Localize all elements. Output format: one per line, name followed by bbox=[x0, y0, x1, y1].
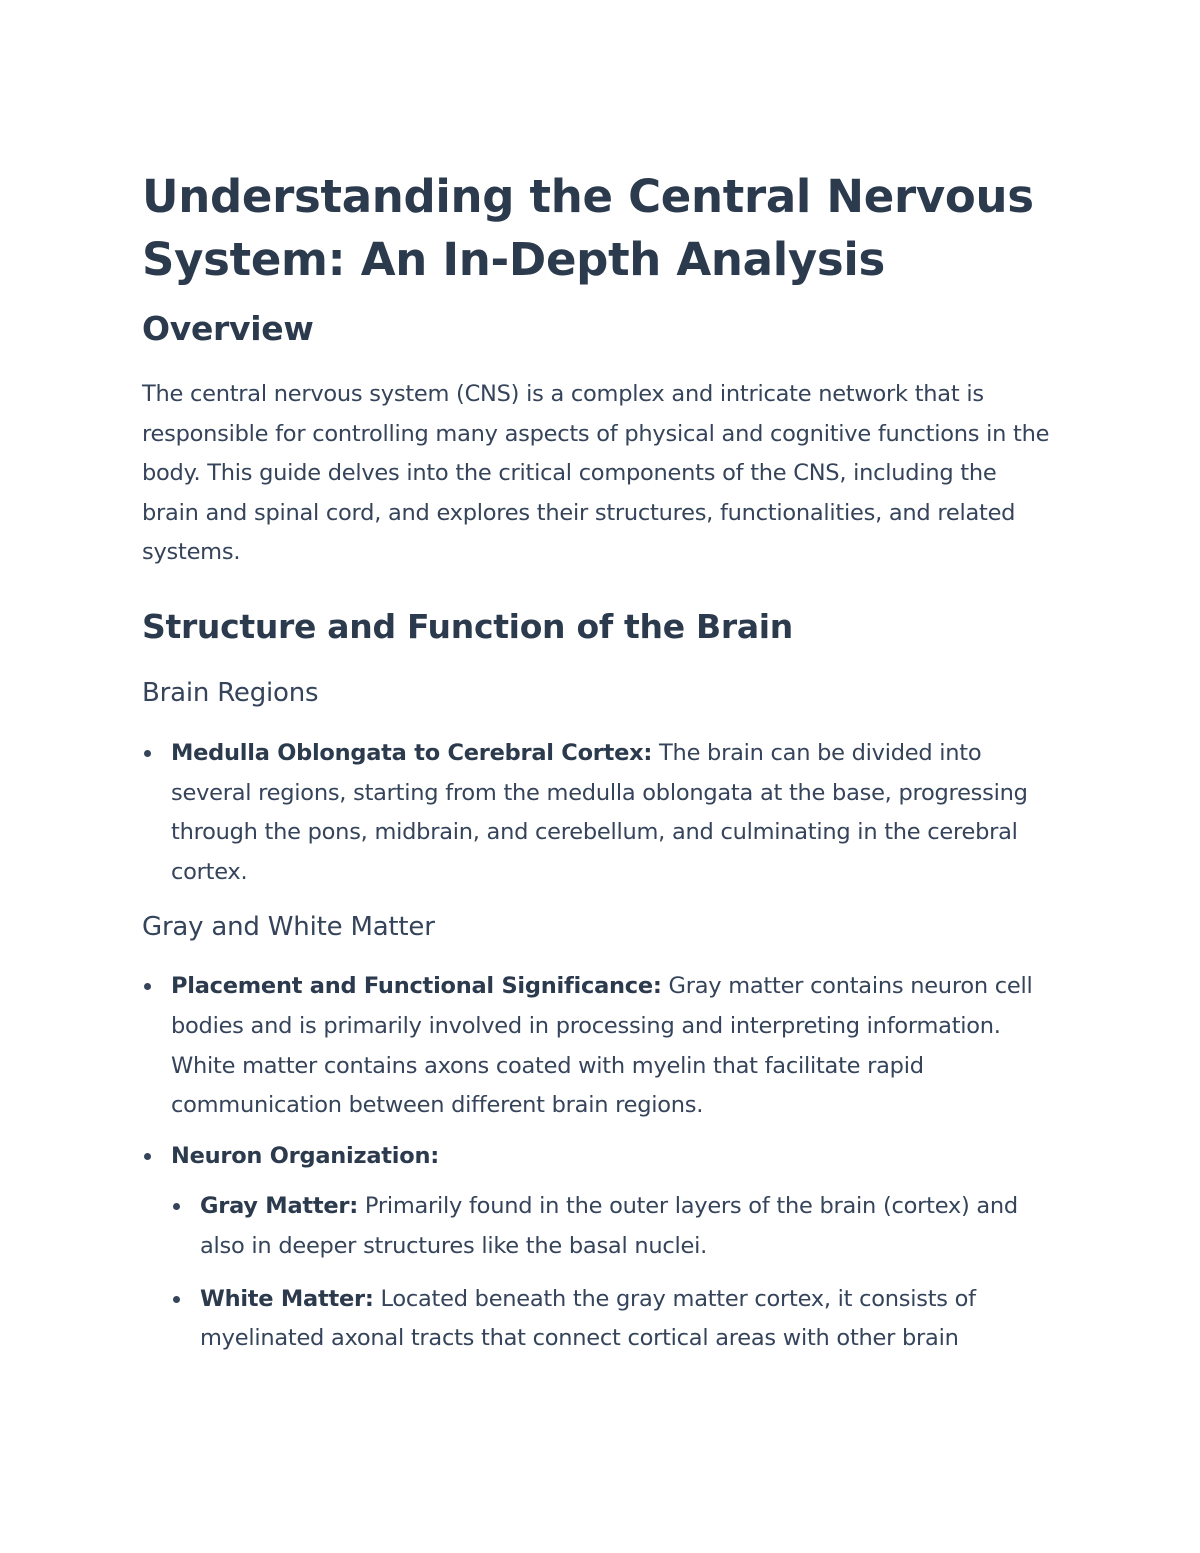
brain-regions-list bbox=[171, 734, 1057, 892]
bullet-icon bbox=[144, 750, 151, 757]
list-item-term: Medulla Oblongata to Cerebral Cortex: bbox=[171, 739, 653, 766]
gray-white-matter-list bbox=[171, 967, 1057, 1358]
list-item-text: Gray matter contains neuron cell bodies and is primarily involved in processing and interpreting information. White matter contains axons coated with myelin that facilitate rapid communication between different brain regions. bbox=[171, 973, 1033, 1119]
sublist-item-text: Primarily found in the outer layers of the brain (cortex) and also in deeper structures like the basal nuclei. bbox=[200, 1193, 1018, 1259]
sublist-item-term: White Matter: bbox=[200, 1285, 374, 1312]
structure-heading: Structure and Function of the Brain bbox=[142, 606, 793, 646]
list-item bbox=[171, 967, 1057, 1125]
overview-paragraph: The central nervous system (CNS) is a complex and intricate network that is responsible for controlling many aspects of physical and cognitive functions in the body. This guide delves into the critical components of the CNS, including the brain and spinal cord, and explores their structures, functionalities, and related systems. bbox=[142, 381, 1050, 566]
list-item bbox=[171, 734, 1057, 892]
bullet-icon bbox=[173, 1203, 180, 1210]
sublist-item bbox=[200, 1187, 1057, 1266]
bullet-icon bbox=[144, 983, 151, 990]
brain-regions-heading: Brain Regions bbox=[142, 677, 319, 708]
bullet-icon bbox=[144, 1153, 151, 1160]
list-item bbox=[171, 1137, 1057, 1359]
list-item-text: The brain can be divided into several regions, starting from the medulla oblongata at the base, progressing through the pons, midbrain, and cerebellum, and culminating in the cerebral cortex. bbox=[171, 739, 1028, 885]
list-item-term: Placement and Functional Significance: bbox=[171, 973, 662, 1000]
sublist-item-text: Located beneath the gray matter cortex, it consists of myelinated axonal tracts that connect cortical areas with other brain bbox=[200, 1285, 976, 1352]
sublist-item-term: Gray Matter: bbox=[200, 1193, 358, 1220]
document-title: Understanding the Central Nervous System: An In-Depth Analysis bbox=[142, 170, 1034, 286]
list-item-term: Neuron Organization: bbox=[171, 1142, 439, 1169]
document-page bbox=[142, 165, 1057, 1359]
overview-heading: Overview bbox=[142, 309, 314, 348]
gray-white-matter-heading: Gray and White Matter bbox=[142, 912, 435, 943]
neuron-organization-sublist bbox=[200, 1187, 1057, 1358]
sublist-item bbox=[200, 1280, 1057, 1359]
bullet-icon bbox=[173, 1296, 180, 1303]
